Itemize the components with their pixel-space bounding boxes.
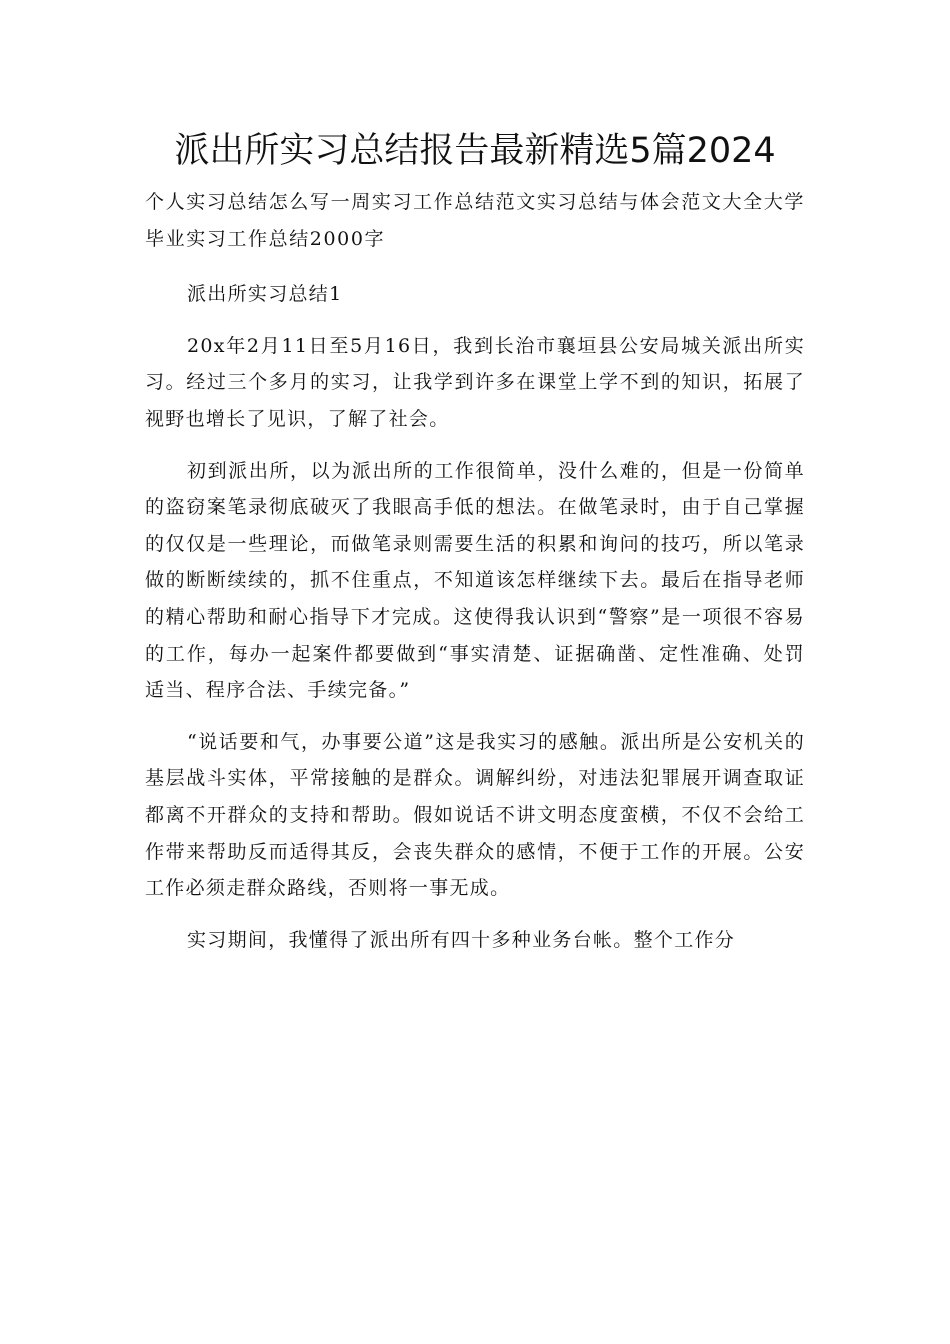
paragraph: “说话要和气，办事要公道”这是我实习的感触。派出所是公安机关的基层战斗实体，平常接触的是群众。调解纠纷，对违法犯罪展开调查取证都离不开群众的支持和帮助。假如说话不讲文明态度蛮横，不仅不会给工作带来帮助反而适得其反，会丧失群众的感情，不便于工作的开展。公安工作必须走群众路线，否则将一事无成。 [145, 730, 805, 900]
paragraph: 实习期间，我懂得了派出所有四十多种业务台帐。整个工作分 [187, 928, 736, 951]
document-subtitle: 个人实习总结怎么写一周实习工作总结范文实习总结与体会范文大全大学毕业实习工作总结2000字 [145, 191, 805, 250]
document-body [145, 184, 805, 958]
paragraph: 20x年2月11日至5月16日，我到长治市襄垣县公安局城关派出所实习。经过三个多月的实习，让我学到许多在课堂上学不到的知识，拓展了视野也增长了见识，了解了社会。 [145, 334, 805, 430]
paragraph: 初到派出所，以为派出所的工作很简单，没什么难的，但是一份简单的盗窃案笔录彻底破灭了我眼高手低的想法。在做笔录时，由于自己掌握的仅仅是一些理论，而做笔录则需要生活的积累和询问的技巧，所以笔录做的断断续续的，抓不住重点，不知道该怎样继续下去。最后在指导老师的精心帮助和耐心指导下才完成。这使得我认识到“警察”是一项很不容易的工作，每办一起案件都要做到“事实清楚、证据确凿、定性准确、处罚适当、程序合法、手续完备。” [145, 459, 805, 702]
section-heading: 派出所实习总结1 [187, 283, 343, 306]
document-title: 派出所实习总结报告最新精选5篇2024 [174, 131, 776, 171]
